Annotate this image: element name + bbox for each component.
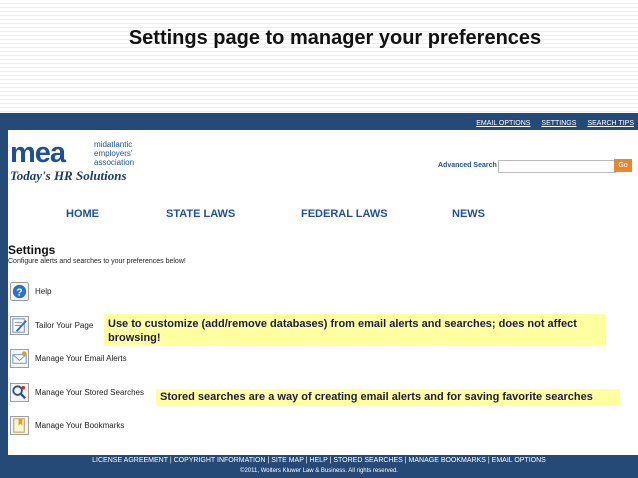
page-description: Configure alerts and searches to your preferences below! — [8, 258, 186, 265]
stored-search-icon — [10, 383, 29, 402]
callout-tailor-page: Use to customize (add/remove databases) from email alerts and searches; does not affect browsing! — [104, 314, 606, 346]
logo-tagline: Today's HR Solutions — [10, 168, 127, 183]
footer — [0, 456, 638, 476]
callout-stored-searches: Stored searches are a way of creating email alerts and for saving favorite searches — [156, 389, 620, 406]
logo-mark: mea — [10, 137, 66, 169]
top-utility-links — [8, 118, 638, 130]
nav-home[interactable]: HOME — [66, 208, 99, 220]
settings-item-bookmarks[interactable] — [10, 416, 124, 435]
logo-subtitle: midatlantic employers' association — [94, 140, 135, 167]
settings-item-label: Help — [35, 287, 52, 296]
footer-copyright: ©2011, Wolters Kluwer Law & Business. All rights reserved. — [240, 468, 398, 474]
slide-title: Settings page to manager your preferences — [128, 27, 542, 49]
page-title: Settings — [8, 243, 56, 257]
site-page — [8, 130, 638, 455]
search-tips-link[interactable]: SEARCH TIPS — [587, 120, 634, 127]
help-icon — [10, 282, 29, 301]
nav-federal-laws[interactable]: FEDERAL LAWS — [301, 208, 388, 220]
svg-text:?: ? — [16, 287, 23, 299]
settings-link[interactable]: SETTINGS — [541, 120, 577, 127]
search-input[interactable] — [498, 160, 616, 173]
bookmark-icon — [10, 416, 29, 435]
go-button[interactable]: Go — [614, 159, 632, 172]
settings-item-label: Tailor Your Page — [35, 321, 94, 330]
edit-page-icon — [10, 316, 29, 335]
slide-background — [0, 0, 638, 113]
advanced-search-link[interactable]: Advanced Search — [438, 162, 497, 169]
email-alert-icon — [10, 349, 29, 368]
settings-item-label: Manage Your Bookmarks — [35, 421, 125, 430]
settings-item-email-alerts[interactable] — [10, 349, 127, 368]
settings-item-help[interactable] — [10, 282, 51, 301]
settings-item-label: Manage Your Stored Searches — [35, 388, 144, 397]
settings-item-stored-searches[interactable] — [10, 383, 144, 402]
settings-item-tailor-page[interactable] — [10, 316, 93, 335]
email-options-link[interactable]: EMAIL OPTIONS — [476, 120, 531, 127]
settings-item-label: Manage Your Email Alerts — [35, 354, 127, 363]
footer-links[interactable]: LICENSE AGREEMENT | COPYRIGHT INFORMATION | SITE MAP | HELP | STORED SEARCHES | MANAGE BOOKMARKS | EMAIL OPTIONS — [92, 457, 546, 464]
nav-news[interactable]: NEWS — [452, 208, 485, 220]
nav-state-laws[interactable]: STATE LAWS — [166, 208, 236, 220]
